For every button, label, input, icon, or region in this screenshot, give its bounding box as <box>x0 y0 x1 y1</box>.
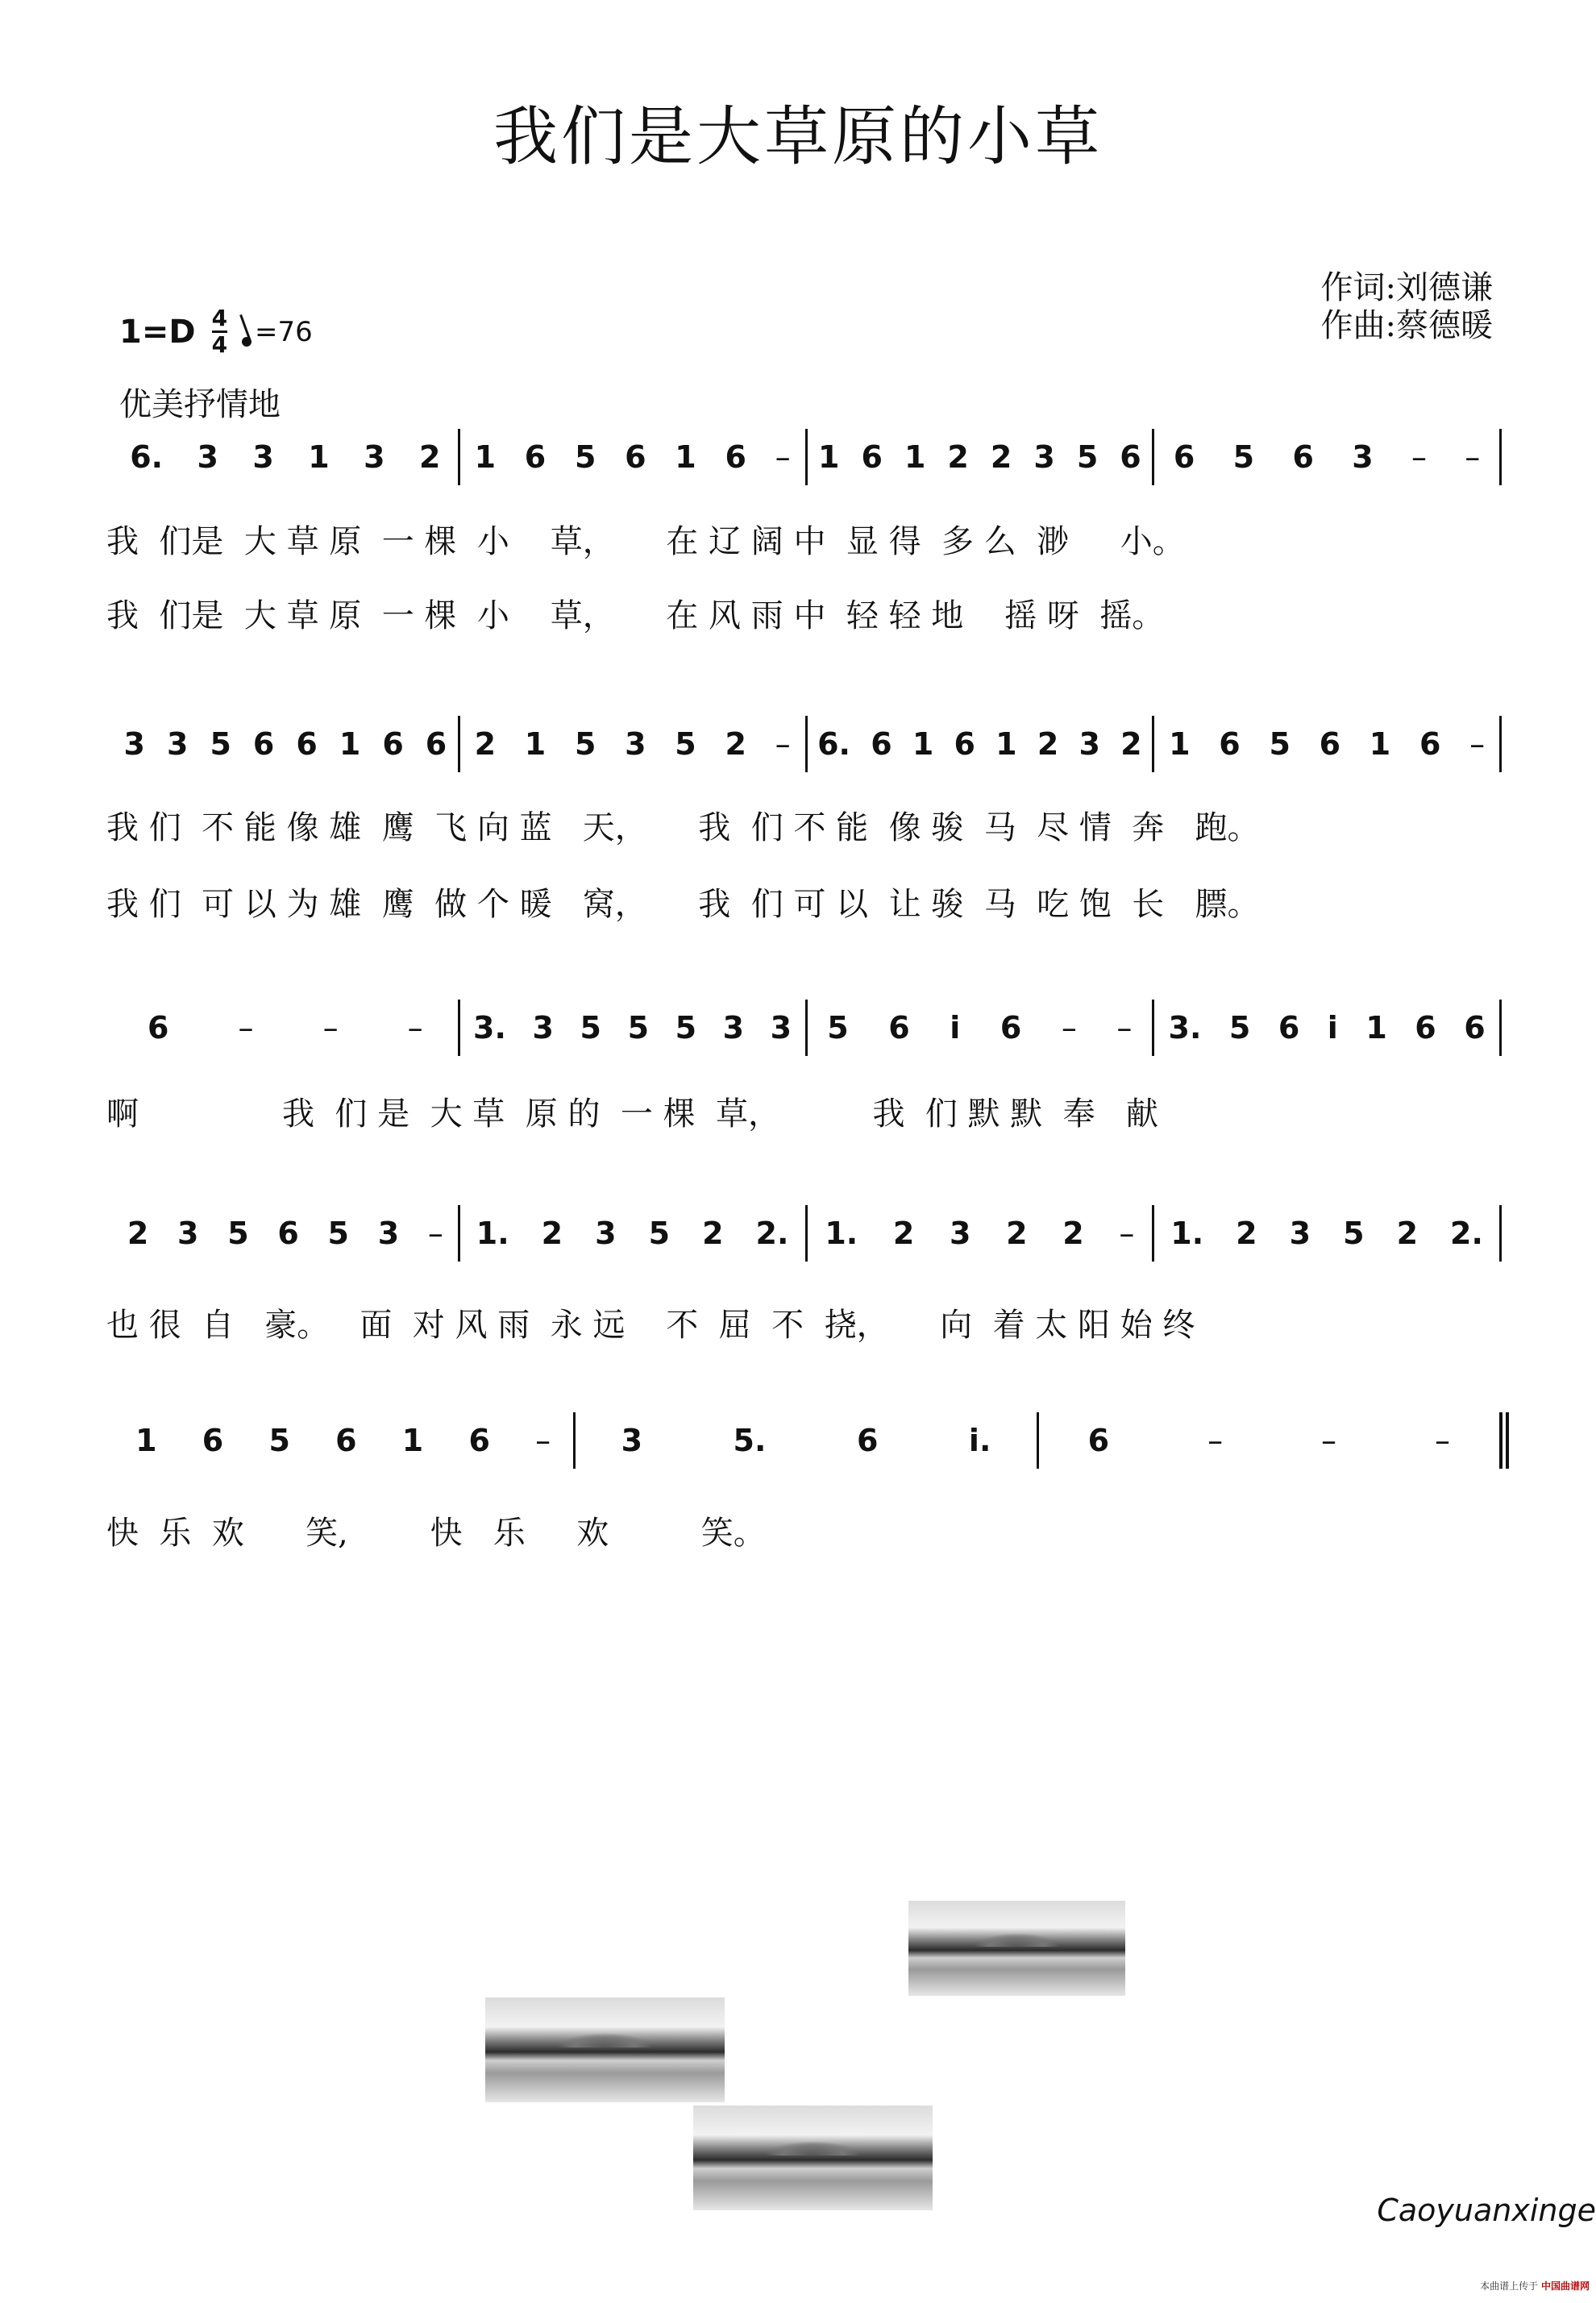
note: 3 <box>621 1423 643 1458</box>
note: 3 <box>123 726 145 762</box>
note: 6 <box>1087 1423 1110 1458</box>
note: 6 <box>202 1423 224 1458</box>
key-label: 1=D <box>119 313 196 351</box>
extension-dash: – <box>775 439 791 475</box>
note: 5 <box>327 1216 349 1251</box>
note: 6 <box>1219 726 1241 762</box>
note: i <box>1327 1010 1338 1045</box>
note: 1 <box>339 726 361 762</box>
measure <box>1037 1412 1499 1469</box>
measure <box>113 429 458 485</box>
note: 3 <box>950 1216 971 1251</box>
note: 6 <box>1464 1010 1486 1045</box>
note: 2 <box>1120 726 1142 762</box>
note: 5 <box>268 1423 290 1458</box>
note: 2 <box>1236 1216 1257 1251</box>
note: 6 <box>856 1423 879 1458</box>
note: 2 <box>702 1216 724 1251</box>
note: 3 <box>197 439 218 475</box>
note: 6. <box>130 439 164 475</box>
note: 5 <box>210 726 231 762</box>
note: 3 <box>722 1010 745 1045</box>
measure <box>805 429 1153 485</box>
note: 6 <box>861 439 883 475</box>
note: 5 <box>1343 1216 1365 1251</box>
note: 1 <box>1169 726 1191 762</box>
score-title: 我们是大草原的小草 <box>493 99 1103 174</box>
note: 5 <box>1232 439 1255 475</box>
quarter-note-icon <box>240 335 252 347</box>
note: 5 <box>574 726 596 762</box>
measure <box>1152 429 1499 485</box>
time-top: 4 <box>211 305 228 331</box>
note: 6 <box>871 726 892 762</box>
note: 2 <box>127 1216 149 1251</box>
note: 2. <box>755 1216 789 1251</box>
note: 3. <box>473 1010 506 1045</box>
note: 5 <box>648 1216 671 1251</box>
note: 6 <box>524 439 547 475</box>
staff-system-2 <box>113 716 1502 772</box>
note: 3 <box>595 1216 617 1251</box>
note: 3 <box>377 1216 400 1251</box>
note: 6 <box>468 1423 490 1458</box>
signature: Caoyuanxinge <box>1377 2193 1596 2228</box>
note: 2 <box>541 1216 563 1251</box>
note: 3 <box>532 1010 554 1045</box>
note: 6 <box>148 1010 169 1045</box>
landscape-photo <box>485 1997 725 2102</box>
note: 6 <box>725 439 746 475</box>
extension-dash: – <box>1119 1216 1135 1251</box>
expression-mark: 优美抒情地 <box>119 386 281 423</box>
note: 1 <box>912 726 934 762</box>
note: 6 <box>1319 726 1341 762</box>
note: 2 <box>1396 1216 1419 1251</box>
footer-brand: 中国曲谱网 <box>1540 2280 1590 2292</box>
note: 1. <box>825 1216 858 1251</box>
staff-system-3 <box>113 1000 1502 1056</box>
note: 5 <box>1269 726 1291 762</box>
composer-credit: 作曲:蔡德暖 <box>1320 307 1493 344</box>
note: 5 <box>1228 1010 1251 1045</box>
note: 3. <box>1168 1010 1202 1045</box>
extension-dash: – <box>238 1010 254 1045</box>
note: 6 <box>425 726 447 762</box>
extension-dash: – <box>1061 1010 1077 1045</box>
note: 3 <box>252 439 274 475</box>
measure <box>458 1205 805 1262</box>
note: 6. <box>817 726 850 762</box>
note: 1 <box>1369 726 1391 762</box>
note: 3 <box>770 1010 792 1045</box>
note: 2. <box>1450 1216 1483 1251</box>
note: 2 <box>725 726 746 762</box>
lyric-line: 也 很 自 豪。 面 对 风 雨 永 远 不 屈 不 挠， 向 着 太 阳 始 终 <box>106 1307 1195 1344</box>
extension-dash: – <box>322 1010 339 1045</box>
extension-dash: – <box>1321 1423 1337 1458</box>
staff-system-4 <box>113 1205 1502 1262</box>
note: 6 <box>1120 439 1141 475</box>
note: 3 <box>364 439 385 475</box>
note: 2 <box>990 439 1012 475</box>
note: 6 <box>252 726 275 762</box>
note: 5 <box>574 439 596 475</box>
note: 3 <box>1033 439 1055 475</box>
note: 6 <box>1278 1010 1300 1045</box>
key-signature <box>119 306 313 357</box>
measure <box>1152 1205 1499 1262</box>
note: 6 <box>954 726 975 762</box>
measure <box>805 1205 1153 1262</box>
note: 5 <box>227 1216 249 1251</box>
note: 1 <box>904 439 926 475</box>
extension-dash: – <box>1469 726 1486 762</box>
extension-dash: – <box>1116 1010 1133 1045</box>
note: 1 <box>995 726 1017 762</box>
footer-credit <box>1480 2279 1590 2293</box>
note: 1 <box>524 726 547 762</box>
note: 5 <box>627 1010 650 1045</box>
extension-dash: – <box>1207 1423 1224 1458</box>
note: 3 <box>1079 726 1100 762</box>
measure <box>113 1000 458 1056</box>
note: 2 <box>892 1216 915 1251</box>
landscape-photo <box>693 2106 933 2210</box>
note: 2 <box>419 439 441 475</box>
measure <box>1152 716 1499 772</box>
note: 3 <box>166 726 189 762</box>
note: 6 <box>335 1423 357 1458</box>
measure <box>113 1412 573 1469</box>
note: 6 <box>1292 439 1314 475</box>
note: 6 <box>625 439 646 475</box>
note: 3 <box>1352 439 1374 475</box>
note: 5. <box>733 1423 767 1458</box>
measure <box>1152 1000 1499 1056</box>
note: 2 <box>1006 1216 1028 1251</box>
extension-dash: – <box>1411 439 1427 475</box>
measure <box>573 1412 1036 1469</box>
note: 5 <box>675 726 696 762</box>
measure <box>113 716 458 772</box>
lyric-line: 我 们 不 能 像 雄 鹰 飞 向 蓝 天， 我 们 不 能 像 骏 马 尽 情 奔 跑。 <box>106 809 1260 846</box>
note: 5 <box>827 1010 849 1045</box>
tempo-value: =76 <box>255 315 313 348</box>
measure <box>113 1205 458 1262</box>
measure <box>805 716 1153 772</box>
note: 5 <box>580 1010 601 1045</box>
note: 2 <box>1062 1216 1084 1251</box>
footer-text: 本曲谱上传于 <box>1480 2280 1539 2292</box>
extension-dash: – <box>407 1010 423 1045</box>
time-bottom: 4 <box>211 331 228 358</box>
measure <box>458 429 805 485</box>
measure <box>458 716 805 772</box>
lyric-line: 我 们是 大 草 原 一 棵 小 草， 在 风 雨 中 轻 轻 地 摇 呀 摇。 <box>106 597 1165 634</box>
note: 1 <box>401 1423 424 1458</box>
landscape-photo <box>908 1901 1125 1996</box>
measure <box>458 1000 805 1056</box>
extension-dash: – <box>1435 1423 1450 1458</box>
extension-dash: – <box>427 1216 443 1251</box>
note: 3 <box>1289 1216 1311 1251</box>
note: 6 <box>1000 1010 1022 1045</box>
note: 3 <box>177 1216 199 1251</box>
note: i <box>950 1010 961 1045</box>
lyric-line: 快 乐 欢 笑, 快 乐 欢 笑。 <box>106 1515 766 1552</box>
note: 6 <box>1173 439 1195 475</box>
note: 1 <box>675 439 696 475</box>
staff-system-1 <box>113 429 1502 485</box>
note: 6 <box>888 1010 910 1045</box>
measure <box>805 1000 1153 1056</box>
note: 1 <box>474 439 497 475</box>
note: 3 <box>625 726 646 762</box>
note: 6 <box>382 726 404 762</box>
note: 1. <box>1170 1216 1204 1251</box>
extension-dash: – <box>535 1423 551 1458</box>
note: 1 <box>308 439 330 475</box>
note: 5 <box>675 1010 697 1045</box>
note: 6 <box>1415 1010 1436 1045</box>
note: 6 <box>277 1216 299 1251</box>
lyric-line: 我 们是 大 草 原 一 棵 小 草， 在 辽 阔 中 显 得 多 么 渺 小。 <box>106 523 1185 560</box>
note: 1 <box>818 439 840 475</box>
extension-dash: – <box>1465 439 1481 475</box>
lyric-line: 我 们 可 以 为 雄 鹰 做 个 暖 窝， 我 们 可 以 让 骏 马 吃 饱 长 膘。 <box>106 886 1260 923</box>
note: 5 <box>1076 439 1099 475</box>
note: 2 <box>1037 726 1059 762</box>
note: 2 <box>474 726 497 762</box>
lyricist-credit: 作词:刘德谦 <box>1320 269 1493 306</box>
note: 6 <box>296 726 318 762</box>
note: 1 <box>1365 1010 1387 1045</box>
extension-dash: – <box>775 726 791 762</box>
time-signature <box>212 306 227 357</box>
note: 6 <box>1419 726 1441 762</box>
note: i. <box>968 1423 991 1458</box>
note: 2 <box>947 439 969 475</box>
note: 1 <box>135 1423 157 1458</box>
note: 1. <box>476 1216 509 1251</box>
staff-system-5 <box>113 1412 1509 1469</box>
lyric-line: 啊 我 们 是 大 草 原 的 一 棵 草， 我 们 默 默 奉 献 <box>106 1095 1158 1133</box>
